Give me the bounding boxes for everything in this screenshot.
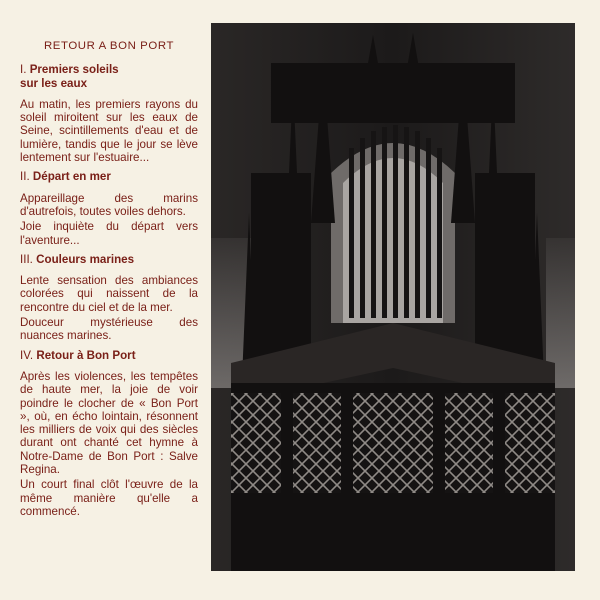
- section-3-number: III.: [20, 252, 33, 266]
- section-4-number: IV.: [20, 348, 34, 362]
- page-heading: RETOUR A BON PORT: [43, 40, 175, 52]
- section-2-title-line-1: Départ en mer: [32, 170, 111, 184]
- section-3-title: [20, 253, 198, 266]
- section-2-title: [20, 170, 198, 183]
- section-2-paragraph-1: Appareillage des marins d'autrefois, toutes voiles dehors.: [20, 191, 198, 218]
- section-4-paragraph-1: Après les violences, les tempêtes de haute mer, la joie de voir poindre le clocher de « Bon Port », où, en écho lointain, résonnent les milliers de voix qui des siècles durant ont chanté cet hymne à Notre-Dame de Bon Port : Salve Regina.: [20, 369, 198, 477]
- section-1-title-line-1: Premiers soleils: [29, 63, 119, 77]
- section-4-paragraph-2: Un court final clôt l'œuvre de la même manière qu'elle a commencé.: [20, 478, 198, 518]
- section-2-number: II.: [20, 170, 30, 184]
- section-4-title-line-1: Retour à Bon Port: [36, 348, 136, 362]
- section-1-paragraph-1: Au matin, les premiers rayons du soleil miroitent sur les eaux de Seine, scintillements d'eau et de lumière, tandis que le jour se lève lentement sur l'estuaire...: [20, 97, 198, 165]
- organ-photograph: [211, 23, 575, 571]
- text-column: [20, 40, 198, 524]
- section-1-title: [20, 63, 198, 90]
- section-3-paragraph-1: Lente sensation des ambiances colorées qui naissent de la rencontre du ciel et de la mer.: [20, 274, 198, 314]
- section-1-title-line-2: sur les eaux: [20, 76, 88, 90]
- organ-illustration: [211, 23, 575, 571]
- section-3-paragraph-2: Douceur mystérieuse des nuances marines.: [20, 316, 198, 343]
- section-4-title: [20, 349, 198, 362]
- section-2-paragraph-2: Joie inquiète du départ vers l'aventure...: [20, 220, 198, 247]
- section-3-title-line-1: Couleurs marines: [36, 252, 135, 266]
- section-1-number: I.: [20, 63, 27, 77]
